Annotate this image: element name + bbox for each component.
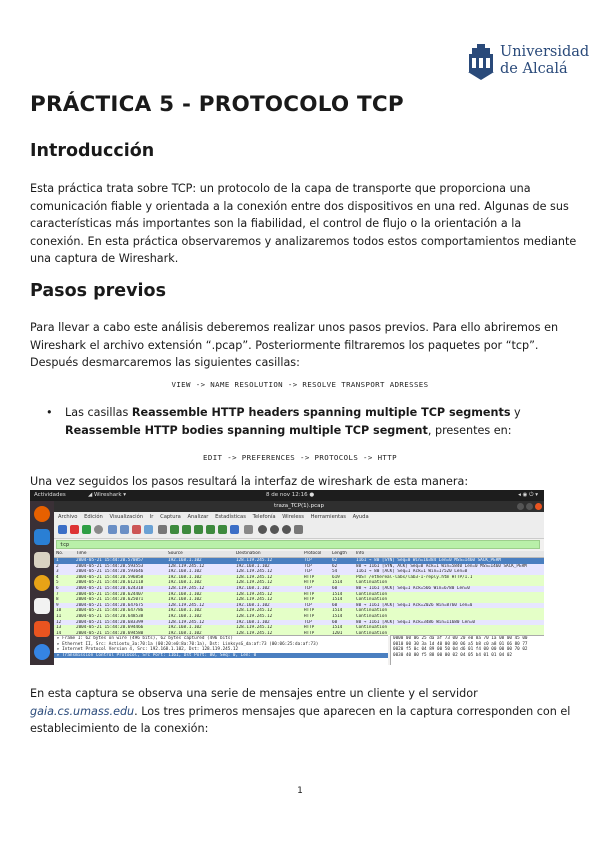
- software-icon[interactable]: [34, 621, 50, 637]
- cell-length: 1514: [332, 608, 343, 614]
- cell-protocol: HTTP: [304, 625, 315, 631]
- restart-capture-icon[interactable]: [82, 525, 91, 534]
- menu-archivo[interactable]: Archivo: [58, 514, 78, 520]
- menu-estadisticas[interactable]: Estadísticas: [215, 514, 246, 520]
- activities-label[interactable]: Actividades: [34, 492, 66, 498]
- cell-protocol: HTTP: [304, 591, 315, 597]
- cell-time: 2004-05-21 15:44:20.624318: [76, 586, 144, 591]
- firefox-icon[interactable]: [34, 506, 50, 522]
- cell-destination: 128.119.245.12: [236, 558, 273, 563]
- bullet-bold-1: Reassemble HTTP headers spanning multiple TCP segments: [131, 406, 511, 419]
- cell-no: 2: [56, 563, 59, 569]
- cell-time: 2004-05-21 15:44:20.647675: [76, 602, 144, 608]
- cell-source: 192.168.1.102: [168, 625, 202, 631]
- cell-info: 1161 → 80 [SYN] Seq=0 Win=16384 Len=0 MSS=1460 SACK_PERM: [356, 558, 501, 563]
- capture-text-pre: En esta captura se observa una serie de mensajes entre un cliente y el servidor: [30, 687, 478, 700]
- cell-info: Continuation: [356, 597, 388, 603]
- menu-bar: [54, 512, 544, 522]
- menu-captura[interactable]: Captura: [160, 514, 181, 520]
- files-icon[interactable]: [34, 552, 50, 568]
- app-menu-label[interactable]: ◢ Wireshark ▾: [88, 492, 127, 498]
- cell-info: Continuation: [356, 630, 388, 635]
- packet-list-header: [54, 551, 544, 558]
- colorize-icon[interactable]: [244, 525, 253, 534]
- cell-length: 1514: [332, 591, 343, 597]
- cell-no: 7: [56, 591, 59, 597]
- hex-line: 0010 00 30 3a 1d 40 00 80 06 a5 b8 c0 a8 01 66 80 77: [393, 641, 528, 647]
- cell-time: 2004-05-21 15:44:20.647786: [76, 608, 144, 614]
- cell-protocol: HTTP: [304, 574, 315, 580]
- zoom-out-icon[interactable]: [270, 525, 279, 534]
- cell-length: 62: [332, 558, 338, 563]
- options-icon[interactable]: [94, 525, 103, 534]
- cell-destination: 128.119.245.12: [236, 630, 273, 635]
- stop-capture-icon[interactable]: [70, 525, 79, 534]
- logo-line-2: de Alcalá: [500, 61, 568, 77]
- cell-no: 5: [56, 580, 59, 586]
- cell-no: 11: [56, 614, 62, 619]
- clock-label: 8 de nov 12:16 ●: [266, 492, 315, 498]
- maximize-icon[interactable]: [526, 503, 533, 510]
- cell-destination: 128.119.245.12: [236, 608, 273, 614]
- cell-info: Continuation: [356, 614, 388, 619]
- cell-no: 10: [56, 608, 62, 614]
- cell-source: 192.168.1.102: [168, 580, 202, 586]
- intro-paragraph: Esta práctica trata sobre TCP: un protocolo de la capa de transporte que proporciona una comunicación fiable y orientada a la conexión entre dos dispositivos en una red. Algunas de sus características más importantes son la fiabilidad, el control de flujo o la orientación a la conexión. En esta práctica observaremos y analizaremos todos estos comportamientos mediante una captura de Wireshark.: [30, 182, 577, 266]
- bullet-dot-icon: •: [46, 406, 53, 419]
- cell-source: 192.168.1.102: [168, 630, 202, 635]
- cell-source: 192.168.1.102: [168, 597, 202, 603]
- packet-bytes-pane: [390, 635, 544, 665]
- university-logo: [466, 44, 590, 82]
- cell-length: 60: [332, 602, 338, 608]
- server-link[interactable]: gaia.cs.umass.edu: [30, 704, 135, 718]
- writer-icon[interactable]: [34, 598, 50, 614]
- cell-source: 128.119.245.12: [168, 586, 205, 591]
- cell-length: 1201: [332, 630, 343, 635]
- menu-analizar[interactable]: Analizar: [187, 514, 209, 520]
- system-tray[interactable]: ◂ ◉ ⏻ ▾: [518, 492, 538, 498]
- cell-info: 80 → 1161 [ACK] Seq=1 Ack=566 Win=6780 Len=0: [356, 586, 470, 591]
- col-destination[interactable]: Destination: [236, 551, 261, 556]
- cell-info: Continuation: [356, 608, 388, 614]
- cell-protocol: HTTP: [304, 580, 315, 586]
- detail-ip[interactable]: ▸ Internet Protocol Version 4, Src: 192.168.1.102, Dst: 128.119.245.12: [57, 647, 239, 653]
- menu-wireless[interactable]: Wireless: [282, 514, 304, 520]
- cell-destination: 128.119.245.12: [236, 625, 273, 631]
- page-number: 1: [297, 786, 303, 796]
- cell-length: 60: [332, 586, 338, 591]
- bullet-text-mid: y: [510, 406, 521, 419]
- cell-destination: 128.119.245.12: [236, 580, 273, 586]
- cell-info: POST /ethereal-labs/lab3-1-reply.htm HTTP/1.1: [356, 574, 473, 580]
- go-to-packet-icon[interactable]: [194, 525, 203, 534]
- cell-time: 2004-05-21 15:44:20.694466: [76, 625, 144, 631]
- cell-no: 8: [56, 597, 59, 603]
- last-packet-icon[interactable]: [218, 525, 227, 534]
- cell-length: 1514: [332, 597, 343, 603]
- wireshark-window: [54, 501, 544, 665]
- cell-info: 80 → 1161 [SYN, ACK] Seq=0 Ack=1 Win=5840 Len=0 MSS=1460 SACK_PERM: [356, 563, 527, 569]
- cell-no: 9: [56, 602, 59, 608]
- go-forward-icon[interactable]: [182, 525, 191, 534]
- first-packet-icon[interactable]: [206, 525, 215, 534]
- cell-destination: 128.119.245.12: [236, 574, 273, 580]
- cell-destination: 192.168.1.102: [236, 619, 270, 625]
- help-icon[interactable]: [34, 644, 50, 660]
- bullet-text-pre: Las casillas: [65, 406, 132, 419]
- find-icon[interactable]: [158, 525, 167, 534]
- zoom-reset-icon[interactable]: [282, 525, 291, 534]
- cell-time: 2004-05-21 15:44:20.593646: [76, 569, 144, 575]
- cell-time: 2004-05-21 15:44:20.612118: [76, 580, 144, 586]
- cell-info: 1161 → 80 [ACK] Seq=1 Ack=1 Win=17520 Len=0: [356, 569, 468, 575]
- save-file-icon[interactable]: [120, 525, 129, 534]
- detail-frame[interactable]: ▸ Frame 1: 62 bytes on wire (496 bits), 62 bytes captured (496 bits): [57, 636, 233, 641]
- cell-time: 2004-05-21 15:44:20.648538: [76, 614, 144, 619]
- cell-source: 192.168.1.102: [168, 614, 202, 619]
- hex-line: 0020 f5 0c 04 89 00 50 0d d6 01 f4 00 00 00 00 70 02: [393, 647, 528, 653]
- menu-ir[interactable]: Ir: [149, 514, 154, 520]
- cell-destination: 128.119.245.12: [236, 597, 273, 603]
- cell-protocol: TCP: [304, 602, 312, 608]
- minimize-icon[interactable]: [517, 503, 524, 510]
- intro-heading: Introducción: [30, 141, 155, 161]
- capture-text-post: . Los tres primeros mensajes que aparecen en la captura corresponden con el establecimiento de la conexión:: [30, 704, 571, 736]
- cell-protocol: HTTP: [304, 597, 315, 603]
- cell-destination: 128.119.245.12: [236, 591, 273, 597]
- zoom-in-icon[interactable]: [258, 525, 267, 534]
- col-protocol[interactable]: Protocol: [304, 551, 322, 556]
- cell-info: 80 → 1161 [ACK] Seq=1 Ack=2026 Win=8760 Len=0: [356, 602, 473, 608]
- cell-protocol: TCP: [304, 569, 312, 575]
- cell-destination: 192.168.1.102: [236, 563, 270, 569]
- bullet-text-post: , presentes en:: [427, 423, 512, 437]
- col-time[interactable]: Time: [76, 551, 87, 556]
- thunderbird-icon[interactable]: [34, 529, 50, 545]
- window-titlebar: [54, 501, 544, 512]
- code-line-edit: EDIT -> PREFERENCES -> PROTOCOLS -> HTTP: [203, 453, 397, 462]
- cell-no: 4: [56, 574, 59, 580]
- cell-protocol: TCP: [304, 586, 312, 591]
- detail-ethernet[interactable]: ▸ Ethernet II, Src: Actiontu_3a:70:1a (00:20:e0:8a:70:1a), Dst: LinksysG_da:af:73 (00:06:25:da:af:73): [57, 641, 319, 647]
- display-filter-input[interactable]: tcp: [56, 540, 540, 549]
- cell-source: 128.119.245.12: [168, 563, 205, 569]
- cell-protocol: HTTP: [304, 608, 315, 614]
- bullet-bold-2: Reassemble HTTP bodies spanning multiple TCP segment: [65, 423, 428, 437]
- go-back-icon[interactable]: [170, 525, 179, 534]
- cell-source: 192.168.1.102: [168, 558, 202, 563]
- cell-protocol: TCP: [304, 558, 312, 563]
- cell-length: 54: [332, 569, 338, 575]
- after-steps-text: Una vez seguidos los pasos resultará la interfaz de wireshark de esta manera:: [30, 475, 469, 488]
- menu-edicion[interactable]: Edición: [84, 514, 103, 520]
- cell-length: 1514: [332, 580, 343, 586]
- cell-protocol: HTTP: [304, 630, 315, 635]
- cell-time: 2004-05-21 15:44:20.593553: [76, 563, 144, 569]
- cell-no: 3: [56, 569, 59, 575]
- window-title: traza_TCP(1).pcap: [274, 503, 324, 509]
- cell-destination: 192.168.1.102: [236, 586, 270, 591]
- menu-telefonia[interactable]: Telefonía: [252, 514, 276, 520]
- col-source[interactable]: Source: [168, 551, 183, 556]
- cell-length: 619: [332, 574, 340, 580]
- cell-destination: 128.119.245.12: [236, 614, 273, 619]
- resize-columns-icon[interactable]: [294, 525, 303, 534]
- cell-destination: 192.168.1.102: [236, 602, 270, 608]
- page-title: PRÁCTICA 5 - PROTOCOLO TCP: [30, 92, 404, 117]
- prev-steps-heading: Pasos previos: [30, 281, 166, 301]
- wireshark-screenshot: [30, 490, 544, 665]
- shark-fin-icon[interactable]: [58, 525, 67, 534]
- cell-source: 128.119.245.12: [168, 602, 205, 608]
- cell-info: Continuation: [356, 580, 388, 586]
- cell-no: 6: [56, 586, 59, 591]
- cell-time: 2004-05-21 15:44:20.596858: [76, 574, 144, 580]
- open-file-icon[interactable]: [108, 525, 117, 534]
- cell-no: 1: [56, 558, 59, 563]
- cell-destination: 128.119.245.12: [236, 569, 273, 575]
- cell-info: Continuation: [356, 625, 388, 631]
- cell-info: 80 → 1161 [ACK] Seq=1 Ack=3486 Win=11680 Len=0: [356, 619, 475, 625]
- hex-line: 0030 40 00 f5 88 00 00 02 04 05 b4 01 01 04 02: [393, 652, 512, 658]
- rhythmbox-icon[interactable]: [34, 575, 50, 591]
- packet-details-pane: [54, 635, 388, 665]
- col-no[interactable]: No.: [56, 551, 64, 556]
- cell-time: 2004-05-21 15:44:20.624407: [76, 591, 144, 597]
- col-info[interactable]: Info: [356, 551, 365, 556]
- cell-source: 128.119.245.12: [168, 619, 205, 625]
- prev-steps-paragraph: Para llevar a cabo este análisis deberemos realizar unos pasos previos. Para ello abriremos en Wireshark el archivo extensión “.pcap”. Posteriormente filtraremos los paquetes por “tcp”. Después desmarcaremos las siguientes casillas:: [30, 321, 559, 370]
- detail-tcp[interactable]: ▸ Transmission Control Protocol, Src Port: 1161, Dst Port: 80, Seq: 0, Len: 0: [54, 653, 388, 659]
- autoscroll-icon[interactable]: [230, 525, 239, 534]
- cell-no: 13: [56, 625, 62, 631]
- cell-protocol: HTTP: [304, 614, 315, 619]
- menu-herramientas[interactable]: Herramientas: [310, 514, 346, 520]
- desktop-topbar: [30, 490, 544, 501]
- main-toolbar: [54, 522, 544, 539]
- cell-no: 12: [56, 619, 62, 625]
- cell-time: 2004-05-21 15:44:20.625071: [76, 597, 144, 603]
- hex-line: 0000 00 06 25 da af 73 00 20 e0 8a 70 1a 08 00 45 00: [393, 636, 528, 641]
- logo-line-1: Universidad: [500, 44, 590, 60]
- capture-paragraph: [30, 685, 578, 738]
- menu-visualizacion[interactable]: Visualización: [109, 514, 144, 520]
- packet-list: [54, 551, 544, 635]
- col-length[interactable]: Length: [332, 551, 347, 556]
- cell-time: 2004-05-21 15:44:20.694580: [76, 630, 144, 635]
- reload-icon[interactable]: [144, 525, 153, 534]
- cell-length: 62: [332, 563, 338, 569]
- cell-source: 192.168.1.102: [168, 574, 202, 580]
- code-line-view: VIEW -> NAME RESOLUTION -> RESOLVE TRANSPORT ADRESSES: [171, 380, 429, 389]
- cell-source: 192.168.1.102: [168, 608, 202, 614]
- cell-length: 1514: [332, 614, 343, 619]
- cell-source: 192.168.1.102: [168, 569, 202, 575]
- cell-no: 14: [56, 630, 62, 635]
- menu-ayuda[interactable]: Ayuda: [352, 514, 369, 520]
- cell-length: 1514: [332, 625, 343, 631]
- university-crest-icon: [466, 44, 496, 80]
- cell-protocol: TCP: [304, 619, 312, 625]
- cell-time: 2004-05-21 15:44:20.570857: [76, 558, 144, 563]
- cell-length: 60: [332, 619, 338, 625]
- close-file-icon[interactable]: [132, 525, 141, 534]
- close-icon[interactable]: [535, 503, 542, 510]
- cell-source: 192.168.1.102: [168, 591, 202, 597]
- dock: [30, 501, 54, 665]
- cell-time: 2004-05-21 15:44:20.683399: [76, 619, 144, 625]
- cell-info: Continuation: [356, 591, 388, 597]
- cell-protocol: TCP: [304, 563, 312, 569]
